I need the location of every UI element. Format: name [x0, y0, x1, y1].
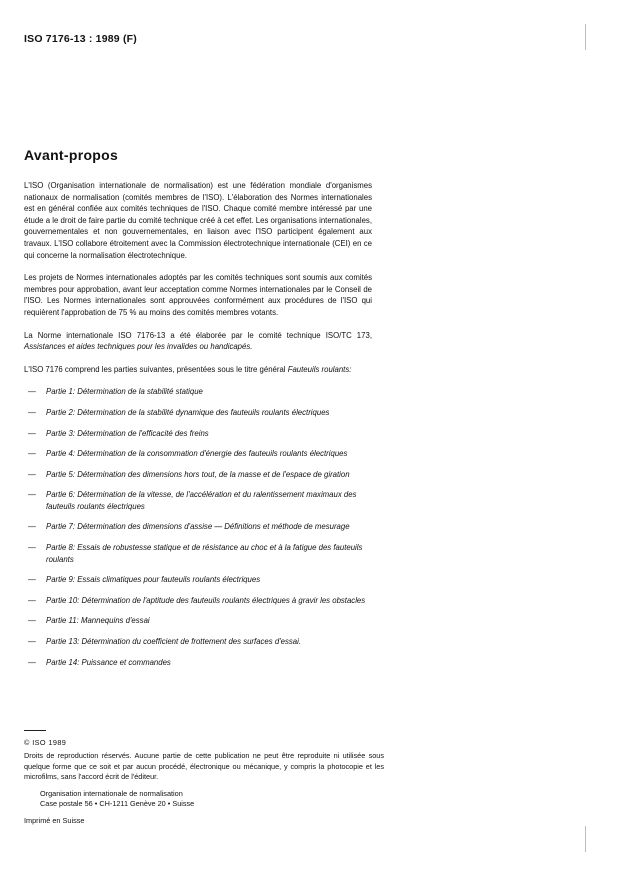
- list-item-label: Partie 11: Mannequins d'essai: [46, 616, 150, 626]
- organisation-block: [24, 789, 384, 810]
- page-edge-mark-top: [585, 24, 586, 50]
- list-item-label: Partie 5: Détermination des dimensions hors tout, de la masse et de l'espace de giration: [46, 469, 350, 479]
- list-item: [24, 542, 372, 565]
- list-item: [24, 657, 372, 669]
- parts-list: [24, 386, 372, 668]
- list-item-label: Partie 8: Essais de robustesse statique et de résistance au choc et à la fatigue des fauteuils roulants: [46, 543, 363, 564]
- list-item: [24, 574, 372, 586]
- list-item: [24, 448, 372, 460]
- list-item-label: Partie 9: Essais climatiques pour fauteuils roulants électriques: [46, 575, 261, 585]
- list-item-label: Partie 6: Détermination de la vitesse, de l'accélération et du ralentissement maximaux des fauteuils roulants électriques: [46, 490, 357, 511]
- page-edge-mark-bottom: [585, 826, 586, 852]
- organisation-name: Organisation internationale de normalisation: [40, 788, 183, 798]
- list-item: [24, 407, 372, 419]
- dash-bullet: —: [28, 387, 36, 397]
- dash-bullet: —: [28, 449, 36, 459]
- list-item: [24, 489, 372, 512]
- list-item: [24, 595, 372, 607]
- paragraph-4-general-title: Fauteuils roulants:: [287, 364, 352, 374]
- dash-bullet: —: [28, 543, 36, 553]
- list-item-label: Partie 14: Puissance et commandes: [46, 657, 171, 667]
- list-item-label: Partie 7: Détermination des dimensions d'assise — Définitions et méthode de mesurage: [46, 522, 350, 532]
- list-item: [24, 386, 372, 398]
- dash-bullet: —: [28, 428, 36, 438]
- paragraph-3-committee-name: Assistances et aides techniques pour les invalides ou handicapés.: [24, 342, 253, 352]
- printed-in-line: Imprimé en Suisse: [24, 815, 85, 825]
- paragraph-3: [24, 330, 372, 353]
- list-item-label: Partie 2: Détermination de la stabilité dynamique des fauteuils roulants électriques: [46, 407, 330, 417]
- list-item-label: Partie 13: Détermination du coefficient de frottement des surfaces d'essai.: [46, 637, 302, 647]
- dash-bullet: —: [28, 490, 36, 500]
- list-item-label: Partie 4: Détermination de la consommation d'énergie des fauteuils roulants électriques: [46, 449, 348, 459]
- list-item-label: Partie 10: Détermination de l'aptitude des fauteuils roulants électriques à gravir les obstacles: [46, 595, 366, 605]
- footer-divider: [24, 730, 46, 731]
- dash-bullet: —: [28, 595, 36, 605]
- list-item: [24, 521, 372, 533]
- dash-bullet: —: [28, 575, 36, 585]
- list-item-label: Partie 3: Détermination de l'efficacité des freins: [46, 428, 209, 438]
- list-item-label: Partie 1: Détermination de la stabilité statique: [46, 387, 203, 397]
- organisation-address: Case postale 56 • CH-1211 Genève 20 • Suisse: [40, 799, 195, 809]
- copyright-line: © ISO 1989: [24, 738, 67, 747]
- document-header: ISO 7176-13 : 1989 (F): [24, 33, 137, 45]
- list-item: [24, 615, 372, 627]
- dash-bullet: —: [28, 522, 36, 532]
- document-footer: [24, 738, 384, 826]
- document-body: [24, 180, 372, 677]
- dash-bullet: —: [28, 407, 36, 417]
- dash-bullet: —: [28, 469, 36, 479]
- paragraph-4: [24, 364, 372, 376]
- paragraph-3-text: La Norme internationale ISO 7176-13 a été élaborée par le comité technique ISO/TC 173,: [24, 330, 372, 340]
- page-title: Avant-propos: [24, 147, 119, 163]
- paragraph-4-text: L'ISO 7176 comprend les parties suivantes, présentées sous le titre général: [24, 364, 288, 374]
- rights-text: Droits de reproduction réservés. Aucune partie de cette publication ne peut être reproduite ni utilisée sous quelque forme que ce soit et par aucun procédé, électronique ou mécanique, y compris la photocopie et les microfilms, sans l'accord écrit de l'éditeur.: [24, 751, 384, 782]
- dash-bullet: —: [28, 657, 36, 667]
- dash-bullet: —: [28, 637, 36, 647]
- paragraph-1: L'ISO (Organisation internationale de normalisation) est une fédération mondiale d'organismes nationaux de normalisation (comités membres de l'ISO). L'élaboration des Normes internationales est en général confiée aux comités techniques de l'ISO. Chaque comité membre intéressé par une étude a le droit de faire partie du comité technique créé à cet effet. Les organisations internationales, gouvernementales et non gouvernementales, en liaison avec l'ISO participent également aux travaux. L'ISO collabore étroitement avec la Commission électrotechnique internationale (CEI) en ce qui concerne la normalisation électrotechnique.: [24, 181, 372, 260]
- paragraph-2: Les projets de Normes internationales adoptés par les comités techniques sont soumis aux comités membres pour approbation, avant leur acceptation comme Normes internationales par le Conseil de l'ISO. Les Normes internationales sont approuvées conformément aux procédures de l'ISO qui requièrent l'approbation de 75 % au moins des comités membres votants.: [24, 273, 372, 317]
- list-item: [24, 636, 372, 648]
- dash-bullet: —: [28, 616, 36, 626]
- list-item: [24, 428, 372, 440]
- list-item: [24, 469, 372, 481]
